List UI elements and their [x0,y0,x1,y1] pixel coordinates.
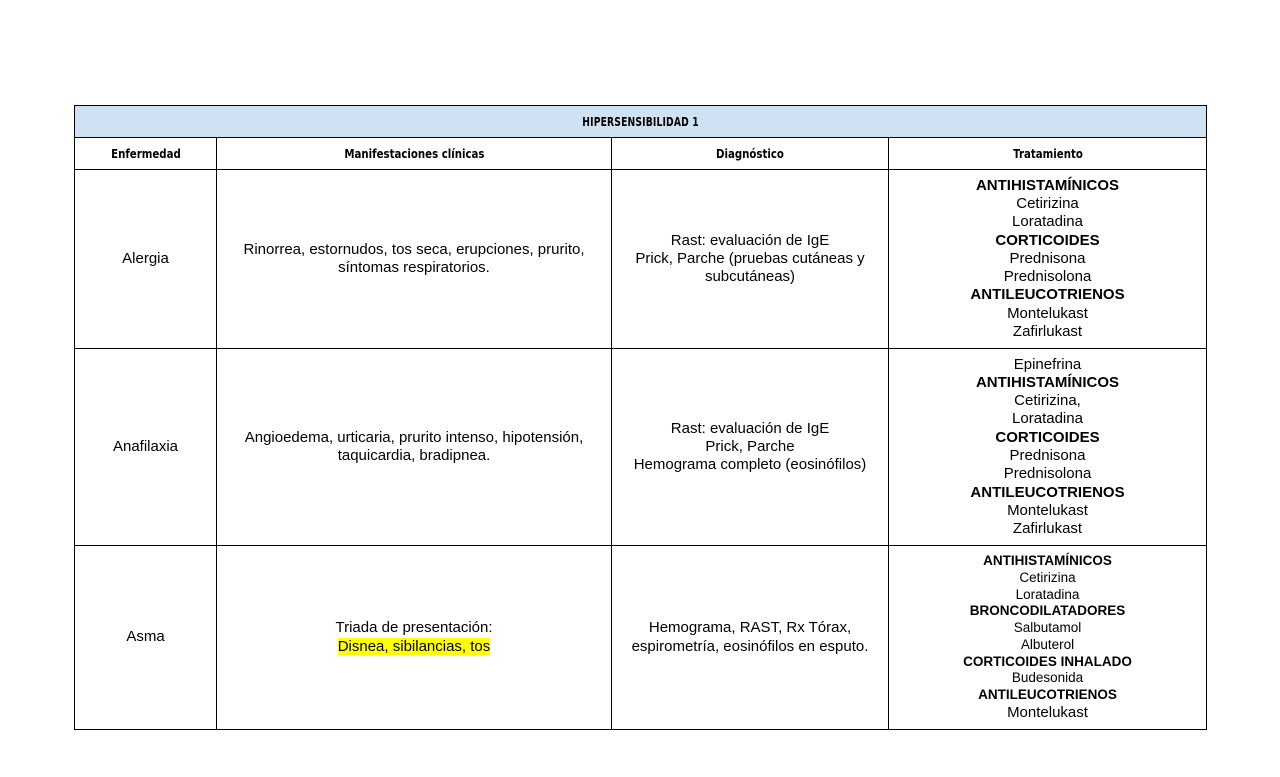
diagnosis-cell: Rast: evaluación de IgE Prick, Parche (pruebas cutáneas y subcutáneas) [612,170,889,349]
disease-cell: Alergia [75,170,217,349]
manifestations-cell: Rinorrea, estornudos, tos seca, erupciones, prurito, síntomas respiratorios. [217,170,612,349]
header-disease: Enfermedad [75,138,217,170]
diagnosis-cell: Hemograma, RAST, Rx Tórax, espirometría, eosinófilos en esputo. [612,546,889,730]
table-row [75,546,1207,730]
treatment-cell: ANTIHISTAMÍNICOS Cetirizina Loratadina BRONCODILATADORES Salbutamol Albuterol CORTICOIDES INHALADO Budesonida ANTILEUCOTRIENOS Montelukast [889,546,1207,730]
manifestations-cell: Angioedema, urticaria, prurito intenso, hipotensión, taquicardia, bradipnea. [217,349,612,546]
disease-cell: Asma [75,546,217,730]
table-row [75,170,1207,349]
table-header-row [75,138,1207,170]
hypersensitivity-table [74,105,1207,730]
header-diagnosis: Diagnóstico [612,138,889,170]
highlighted-triad: Disnea, sibilancias, tos [337,637,491,655]
diagnosis-cell: Rast: evaluación de IgE Prick, Parche Hemograma completo (eosinófilos) [612,349,889,546]
manifestations-cell: Triada de presentación: Disnea, sibilancias, tos [217,546,612,730]
treatment-cell: Epinefrina ANTIHISTAMÍNICOS Cetirizina, Loratadina CORTICOIDES Prednisona Prednisolona ANTILEUCOTRIENOS Montelukast Zafirlukast [889,349,1207,546]
header-treatment: Tratamiento [889,138,1207,170]
table-title-row [75,106,1207,138]
table-title: HIPERSENSIBILIDAD 1 [75,106,1207,138]
disease-cell: Anafilaxia [75,349,217,546]
header-manifestations: Manifestaciones clínicas [217,138,612,170]
table-row [75,349,1207,546]
treatment-cell: ANTIHISTAMÍNICOS Cetirizina Loratadina CORTICOIDES Prednisona Prednisolona ANTILEUCOTRIENOS Montelukast Zafirlukast [889,170,1207,349]
